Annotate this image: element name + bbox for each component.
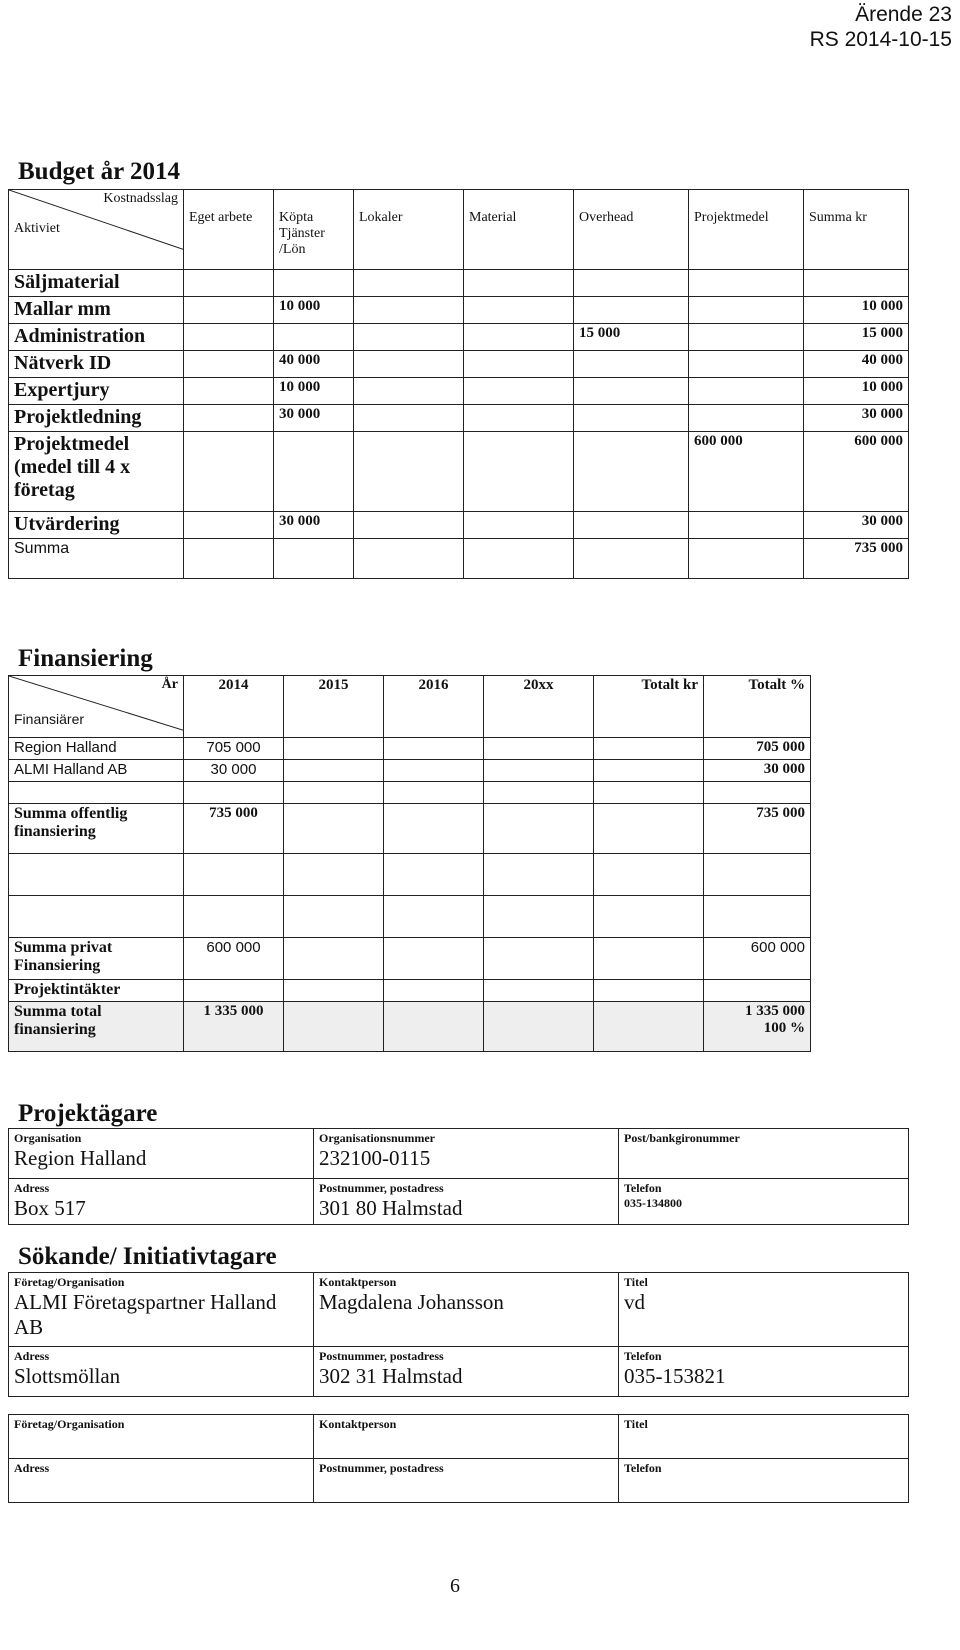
fin-row-label <box>9 896 184 938</box>
fin-col-header: 2016 <box>384 676 484 738</box>
fin-row-label: Projektintäkter <box>9 980 184 1002</box>
fin-row-label: Region Halland <box>9 738 184 760</box>
budget-cell: 600 000 <box>804 432 909 512</box>
budget-cell <box>354 270 464 297</box>
fin-cell <box>284 760 384 782</box>
fin-row <box>9 938 811 980</box>
arende-label: Ärende 23 <box>855 3 952 26</box>
applicant2-post-label: Postnummer, postadress <box>319 1461 444 1475</box>
budget-cell <box>184 270 274 297</box>
fin-cell: 1 335 000 <box>184 1002 284 1052</box>
fin-total-value: 600 000 <box>750 939 805 956</box>
fin-cell <box>594 854 704 896</box>
fin-title: Finansiering <box>18 645 153 672</box>
fin-row <box>9 896 811 938</box>
fin-row-label: Summa total finansiering <box>9 1002 184 1052</box>
fin-table <box>8 675 811 1052</box>
owner-addr: Box 517 <box>14 1196 86 1220</box>
fin-cell <box>384 854 484 896</box>
budget-cell <box>464 378 574 405</box>
fin-cell <box>384 782 484 804</box>
owner-title: Projektägare <box>18 1100 158 1127</box>
budget-cell <box>464 351 574 378</box>
fin-cell <box>594 782 704 804</box>
owner-orgnr: 232100-0115 <box>319 1146 431 1170</box>
budget-cell <box>184 405 274 432</box>
budget-cell: 10 000 <box>274 378 354 405</box>
budget-cell: 30 000 <box>274 405 354 432</box>
fin-cell <box>284 980 384 1002</box>
fin-cell <box>284 854 384 896</box>
budget-cell <box>354 432 464 512</box>
fin-cell <box>484 854 594 896</box>
fin-row <box>9 980 811 1002</box>
budget-row <box>9 270 909 297</box>
fin-cell <box>384 738 484 760</box>
budget-cell <box>184 432 274 512</box>
budget-cell <box>354 351 464 378</box>
applicant-tel-label: Telefon <box>624 1349 662 1363</box>
budget-cell <box>689 351 804 378</box>
budget-cell <box>464 539 574 579</box>
applicant-contact: Magdalena Johansson <box>319 1290 504 1314</box>
fin-total-pct: 100 % <box>763 1020 805 1036</box>
budget-row <box>9 324 909 351</box>
budget-cell <box>184 351 274 378</box>
budget-cell <box>354 405 464 432</box>
budget-cell <box>574 405 689 432</box>
fin-corner-cell <box>9 676 184 738</box>
fin-cell <box>704 896 811 938</box>
fin-row <box>9 854 811 896</box>
fin-cell <box>704 782 811 804</box>
budget-corner-cell <box>9 190 184 270</box>
budget-col-header: Overhead <box>574 190 689 270</box>
fin-cell: 600 000 <box>184 938 284 980</box>
applicant2-contact-label: Kontaktperson <box>319 1417 397 1431</box>
fin-cell: 30 000 <box>184 760 284 782</box>
budget-cell: 15 000 <box>574 324 689 351</box>
budget-cell <box>574 297 689 324</box>
applicant2-org-label: Företag/Organisation <box>14 1417 125 1431</box>
fin-cell <box>704 980 811 1002</box>
budget-cell <box>574 512 689 539</box>
owner-org: Region Halland <box>14 1146 147 1170</box>
budget-cell: 30 000 <box>804 405 909 432</box>
owner-tel-label: Telefon <box>624 1181 662 1195</box>
budget-row <box>9 512 909 539</box>
budget-cell <box>354 378 464 405</box>
fin-cell <box>484 896 594 938</box>
owner-post-label: Postnummer, postadress <box>319 1181 444 1195</box>
fin-corner-top: År <box>161 677 178 692</box>
budget-row-label: Summa <box>9 539 184 579</box>
budget-cell <box>574 270 689 297</box>
fin-cell <box>594 896 704 938</box>
budget-corner-top: Kostnadsslag <box>103 191 178 206</box>
fin-cell <box>384 896 484 938</box>
owner-org-label: Organisation <box>14 1131 82 1145</box>
budget-cell <box>574 539 689 579</box>
applicant-title: Sökande/ Initiativtagare <box>18 1243 277 1270</box>
budget-cell <box>464 297 574 324</box>
fin-cell <box>384 804 484 854</box>
rs-date: RS 2014-10-15 <box>809 28 952 51</box>
fin-row-label: ALMI Halland AB <box>9 760 184 782</box>
applicant-post: 302 31 Halmstad <box>319 1364 463 1388</box>
fin-cell <box>284 782 384 804</box>
fin-col-header: Totalt % <box>704 676 811 738</box>
applicant2-table <box>8 1414 909 1503</box>
budget-cell: 10 000 <box>804 378 909 405</box>
budget-cell <box>184 512 274 539</box>
fin-cell <box>184 896 284 938</box>
budget-cell <box>354 297 464 324</box>
fin-row <box>9 782 811 804</box>
budget-row-label: Expertjury <box>9 378 184 405</box>
fin-col-header: Totalt kr <box>594 676 704 738</box>
budget-cell: 30 000 <box>274 512 354 539</box>
applicant-addr: Slottsmöllan <box>14 1364 121 1388</box>
budget-col-header: Material <box>464 190 574 270</box>
budget-cell <box>464 270 574 297</box>
budget-cell <box>464 512 574 539</box>
fin-cell: 705 000 <box>184 738 284 760</box>
owner-table <box>8 1128 909 1225</box>
budget-cell: 600 000 <box>689 432 804 512</box>
budget-cell <box>689 297 804 324</box>
budget-row-label: Projektmedel (medel till 4 x företag <box>9 432 184 512</box>
fin-cell <box>484 760 594 782</box>
fin-cell <box>284 1002 384 1052</box>
fin-cell <box>384 1002 484 1052</box>
budget-row <box>9 351 909 378</box>
budget-cell <box>804 270 909 297</box>
fin-row-label: Summa offentlig finansiering <box>9 804 184 854</box>
fin-cell <box>384 980 484 1002</box>
fin-row <box>9 1002 811 1052</box>
budget-cell <box>574 378 689 405</box>
fin-cell <box>704 1002 811 1052</box>
fin-col-header: 20xx <box>484 676 594 738</box>
budget-cell <box>574 351 689 378</box>
budget-cell <box>464 432 574 512</box>
applicant-post-label: Postnummer, postadress <box>319 1349 444 1363</box>
owner-tel: 035-134800 <box>624 1196 682 1210</box>
fin-corner-bottom: Finansiärer <box>14 711 85 727</box>
budget-cell <box>274 270 354 297</box>
applicant-org-label: Företag/Organisation <box>14 1275 125 1289</box>
budget-cell: 10 000 <box>804 297 909 324</box>
budget-row-label: Projektledning <box>9 405 184 432</box>
fin-total-value: 735 000 <box>756 805 805 821</box>
applicant-addr-label: Adress <box>14 1349 50 1363</box>
budget-col-header: Köpta Tjänster /Lön <box>274 190 354 270</box>
fin-cell <box>284 804 384 854</box>
applicant-org: ALMI Företagspartner Halland AB <box>14 1290 277 1339</box>
budget-cell <box>354 512 464 539</box>
fin-cell <box>704 938 811 980</box>
fin-cell <box>704 738 811 760</box>
applicant2-title-label: Titel <box>624 1417 648 1431</box>
owner-orgnr-label: Organisationsnummer <box>319 1131 436 1145</box>
owner-post: 301 80 Halmstad <box>319 1196 463 1220</box>
fin-total-value: 30 000 <box>763 761 805 777</box>
applicant2-tel-label: Telefon <box>624 1461 662 1475</box>
fin-cell <box>704 760 811 782</box>
applicant2-addr-label: Adress <box>14 1461 50 1475</box>
fin-cell <box>184 782 284 804</box>
budget-cell <box>184 324 274 351</box>
fin-total-value: 1 335 000 <box>745 1003 805 1019</box>
budget-corner-bottom: Aktiviet <box>14 221 60 236</box>
budget-row-label: Mallar mm <box>9 297 184 324</box>
applicant-tel: 035-153821 <box>624 1364 726 1388</box>
fin-cell <box>704 854 811 896</box>
budget-cell <box>689 512 804 539</box>
fin-row-label <box>9 782 184 804</box>
budget-col-header: Lokaler <box>354 190 464 270</box>
fin-row <box>9 760 811 782</box>
budget-cell <box>689 539 804 579</box>
fin-cell <box>184 980 284 1002</box>
document-header <box>810 2 952 52</box>
fin-cell <box>704 804 811 854</box>
budget-cell <box>354 539 464 579</box>
fin-cell <box>384 938 484 980</box>
fin-cell <box>284 896 384 938</box>
budget-cell <box>574 432 689 512</box>
budget-cell <box>184 297 274 324</box>
fin-cell <box>284 938 384 980</box>
page-number: 6 <box>450 1575 460 1597</box>
fin-cell: 735 000 <box>184 804 284 854</box>
budget-row <box>9 432 909 512</box>
fin-cell <box>484 782 594 804</box>
fin-cell <box>594 938 704 980</box>
fin-row <box>9 738 811 760</box>
budget-table <box>8 189 909 579</box>
applicant-title-label: Titel <box>624 1275 648 1289</box>
budget-row-label: Nätverk ID <box>9 351 184 378</box>
budget-row <box>9 378 909 405</box>
budget-cell: 735 000 <box>804 539 909 579</box>
fin-cell <box>594 1002 704 1052</box>
fin-total-value: 705 000 <box>756 739 805 755</box>
fin-cell <box>594 738 704 760</box>
budget-cell <box>274 432 354 512</box>
budget-cell: 40 000 <box>804 351 909 378</box>
fin-col-header: 2015 <box>284 676 384 738</box>
budget-cell <box>464 405 574 432</box>
budget-cell: 15 000 <box>804 324 909 351</box>
applicant-contact-label: Kontaktperson <box>319 1275 397 1289</box>
budget-col-header: Eget arbete <box>184 190 274 270</box>
budget-cell <box>689 324 804 351</box>
budget-cell <box>274 539 354 579</box>
fin-row-label: Summa privat Finansiering <box>9 938 184 980</box>
budget-row-label: Utvärdering <box>9 512 184 539</box>
budget-col-header: Projektmedel <box>689 190 804 270</box>
budget-row <box>9 539 909 579</box>
budget-cell: 30 000 <box>804 512 909 539</box>
budget-cell <box>184 378 274 405</box>
fin-row-label <box>9 854 184 896</box>
fin-cell <box>484 738 594 760</box>
fin-cell <box>594 760 704 782</box>
budget-title: Budget år 2014 <box>18 158 181 185</box>
budget-cell <box>274 324 354 351</box>
fin-cell <box>484 980 594 1002</box>
fin-cell <box>284 738 384 760</box>
budget-cell <box>184 539 274 579</box>
budget-row-label: Administration <box>9 324 184 351</box>
fin-cell <box>594 804 704 854</box>
owner-addr-label: Adress <box>14 1181 50 1195</box>
fin-cell <box>484 1002 594 1052</box>
fin-cell <box>384 760 484 782</box>
fin-cell <box>594 980 704 1002</box>
budget-row <box>9 405 909 432</box>
fin-cell <box>184 854 284 896</box>
budget-cell <box>689 270 804 297</box>
fin-row <box>9 804 811 854</box>
budget-row <box>9 297 909 324</box>
budget-col-header: Summa kr <box>804 190 909 270</box>
fin-cell <box>484 938 594 980</box>
applicant-table <box>8 1272 909 1397</box>
budget-cell <box>464 324 574 351</box>
fin-col-header: 2014 <box>184 676 284 738</box>
budget-cell <box>689 405 804 432</box>
budget-cell <box>689 378 804 405</box>
fin-cell <box>484 804 594 854</box>
budget-cell <box>354 324 464 351</box>
owner-giro-label: Post/bankgironummer <box>624 1131 740 1145</box>
budget-row-label: Säljmaterial <box>9 270 184 297</box>
budget-cell: 10 000 <box>274 297 354 324</box>
applicant-title-value: vd <box>624 1290 645 1314</box>
budget-cell: 40 000 <box>274 351 354 378</box>
